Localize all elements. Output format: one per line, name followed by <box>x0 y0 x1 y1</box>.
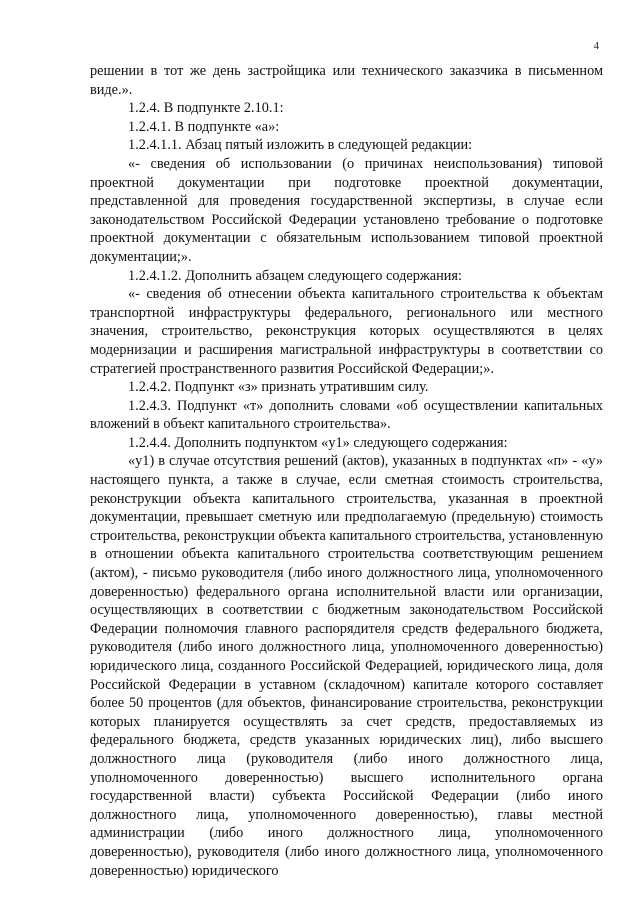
paragraph-1-2-4-3: 1.2.4.3. Подпункт «т» дополнить словами «об осуществлении капитальных вложений в объект капитального строительства». <box>90 397 603 433</box>
paragraph-quote-transport: «- сведения об отнесении объекта капитального строительства к объектам транспортной инфраструктуры федерального, регионального или местного значения, строительство, реконструкция которых осуществляются в целях модернизации и расширения магистральной инфраструктуры в соответствии со стратегией пространственного развития Российской Федерации;». <box>90 286 603 377</box>
paragraph-1-2-4-1: 1.2.4.1. В подпункте «а»: <box>128 118 280 135</box>
paragraph-continuation: решении в тот же день застройщика или технического заказчика в письменном виде.». <box>90 63 603 98</box>
page-number: 4 <box>593 40 599 52</box>
paragraph-1-2-4-1-1: 1.2.4.1.1. Абзац пятый изложить в следующей редакции: <box>128 137 473 154</box>
paragraph-quote-u1: «у1) в случае отсутствия решений (актов), указанных в подпунктах «п» - «у» настоящего пункта, а также в случае, если сметная стоимость строительства, реконструкции объекта капитального строительства, указанная в проектной документации, превышает сметную или предполагаемую (предельную) стоимость строительства, реконструкции объекта капитального строительства, установленную в отношении объекта капитального строительства соответствующим решением (актом), - письмо руководителя (либо иного должностного лица, уполномоченного доверенностью) федерального органа исполнительной власти или организации, осуществляющих в соответствии с бюджетным законодательством Российской Федерации полномочия главного распорядителя средств федерального бюджета, руководителя (либо иного должностного лица, уполномоченного доверенностью) юридического лица, созданного Российской Федерацией, юридического лица, доля Российской Федерации в уставном (складочном) капитале которого составляет более 50 процентов (для объектов, финансирование строительства, реконструкции которых планируется осуществлять за счет средств, предоставляемых из федерального бюджета, средств указанных юридических лиц), либо высшего должностного лица (руководителя (либо иного должностного лица, уполномоченного доверенностью) высшего исполнительного органа государственной власти) субъекта Российской Федерации (либо иного должностного лица, уполномоченного доверенностью), главы местной администрации (либо иного должностного лица, уполномоченного доверенностью), руководителя (либо иного должностного лица, уполномоченного доверенностью) юридического <box>90 453 603 879</box>
paragraph-1-2-4: 1.2.4. В подпункте 2.10.1: <box>128 100 284 117</box>
paragraph-1-2-4-1-2: 1.2.4.1.2. Дополнить абзацем следующего содержания: <box>128 267 462 284</box>
paragraph-quote-typical-docs: «- сведения об использовании (о причинах неиспользования) типовой проектной документации при подготовке проектной документации, представленной для проведения государственной экспертизы, в случае если законодательством Российской Федерации установлено требование о подготовке проектной документации с обязательным использованием типовой проектной документации;». <box>90 155 603 265</box>
document-body <box>90 62 603 880</box>
paragraph-1-2-4-2: 1.2.4.2. Подпункт «з» признать утратившим силу. <box>128 379 429 396</box>
paragraph-1-2-4-4: 1.2.4.4. Дополнить подпунктом «у1» следующего содержания: <box>128 434 508 451</box>
